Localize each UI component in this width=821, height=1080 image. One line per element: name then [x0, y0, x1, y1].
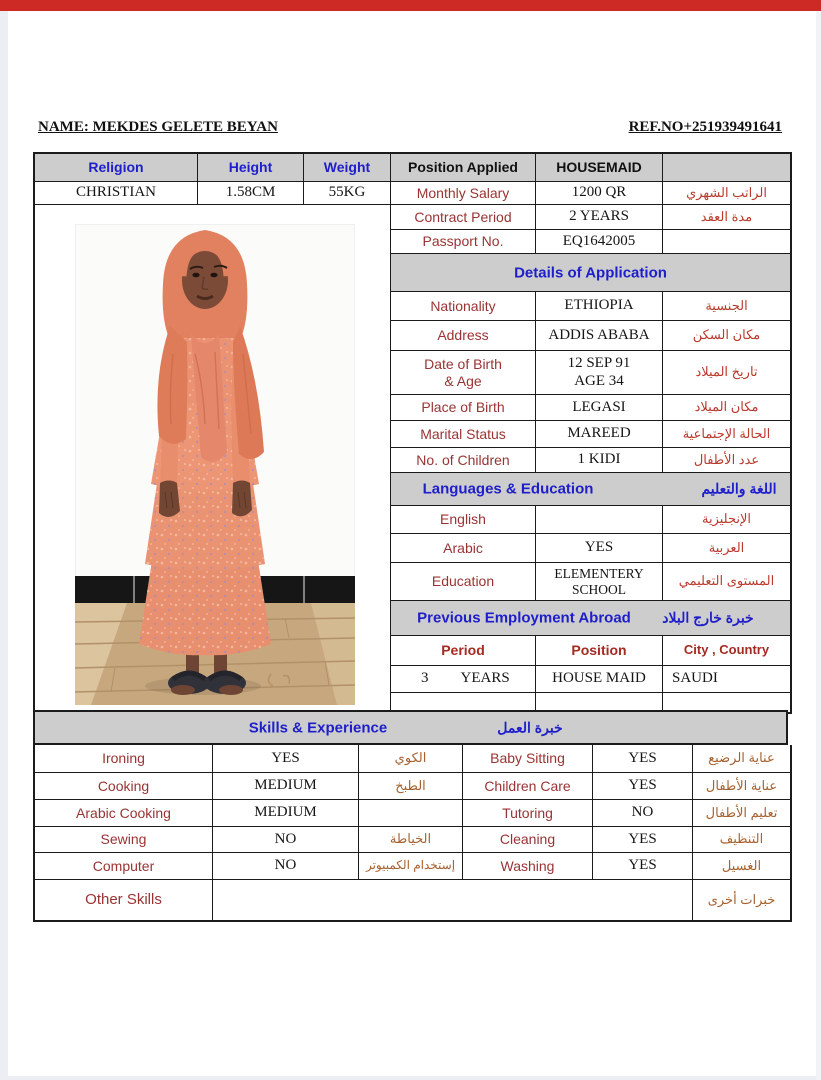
employment-city: SAUDI — [662, 666, 790, 692]
employment-empty-row — [391, 692, 790, 712]
table-header-row — [35, 154, 790, 181]
skill-label: Cleaning — [462, 827, 592, 852]
right-gutter — [816, 11, 821, 1080]
section-details-of-application — [391, 253, 790, 291]
employment-period — [391, 666, 535, 692]
skill-label: Cooking — [97, 777, 150, 794]
detail-row — [391, 420, 790, 447]
field-label: Nationality — [430, 297, 496, 314]
col-weight: Weight — [303, 154, 390, 181]
field-value-line1: 12 SEP 91 — [567, 355, 631, 372]
skill-value: YES — [212, 745, 358, 772]
detail-row — [391, 505, 790, 533]
employment-header-row — [391, 635, 790, 665]
other-skills-label: Other Skills — [85, 891, 162, 909]
title-line — [38, 119, 782, 136]
header-empty-cell — [662, 154, 790, 181]
skill-value: YES — [592, 853, 692, 879]
bottom-gutter — [8, 1076, 816, 1080]
religion-value: CHRISTIAN — [75, 184, 156, 201]
section-languages-education — [391, 472, 790, 505]
skill-arabic: الغسيل — [692, 853, 790, 879]
skill-row — [35, 799, 790, 826]
section-title: Previous Employment Abroad — [417, 609, 631, 627]
field-value: EQ1642005 — [535, 230, 662, 253]
field-value — [535, 563, 662, 600]
field-value-line2: AGE 34 — [574, 372, 624, 389]
field-label-line2: & Age — [444, 372, 482, 389]
field-label: Contract Period — [414, 208, 512, 225]
skill-arabic: الطبخ — [358, 773, 462, 799]
top-red-bar — [0, 0, 821, 11]
skill-value: MEDIUM — [212, 773, 358, 799]
col-position-applied: Position Applied — [390, 154, 535, 181]
skill-label: Tutoring — [462, 800, 592, 826]
section-skills-experience — [33, 710, 788, 745]
monthly-salary-label: Monthly Salary — [390, 182, 535, 204]
other-skills-value — [212, 880, 692, 920]
section-title-arabic: خبرة خارج البلاد — [662, 609, 754, 626]
field-arabic: المستوى التعليمي — [662, 563, 790, 600]
applicant-photo — [75, 224, 355, 705]
other-skills-row — [35, 879, 790, 920]
employment-position: HOUSE MAID — [535, 666, 662, 692]
field-arabic: مكان السكن — [662, 321, 790, 350]
period-number: 3 — [421, 670, 429, 687]
skill-value: YES — [592, 745, 692, 772]
photo-cell — [35, 205, 390, 712]
detail-row — [391, 447, 790, 472]
field-arabic: الجنسية — [662, 292, 790, 320]
detail-row — [391, 350, 790, 394]
detail-row — [391, 229, 790, 253]
skill-value: YES — [592, 827, 692, 852]
field-label-line1: Date of Birth — [424, 356, 502, 373]
field-value: YES — [535, 534, 662, 562]
field-label: Passport No. — [422, 233, 504, 250]
field-value: 1 KIDI — [535, 448, 662, 472]
skill-label: Washing — [462, 853, 592, 879]
field-value: 2 YEARS — [535, 205, 662, 229]
height-value: 1.58CM — [197, 182, 303, 204]
skill-arabic: عناية الأطفال — [692, 773, 790, 799]
field-label: Education — [431, 573, 495, 590]
left-gutter — [0, 11, 8, 1080]
detail-row — [391, 291, 790, 320]
field-arabic: تاريخ الميلاد — [662, 351, 790, 394]
skill-arabic: التنظيف — [692, 827, 790, 852]
field-value-line1: ELEMENTERY — [554, 565, 644, 581]
field-arabic: مدة العقد — [662, 205, 790, 229]
section-previous-employment — [391, 600, 790, 635]
skill-value: MEDIUM — [212, 800, 358, 826]
skill-value: YES — [592, 773, 692, 799]
detail-row — [391, 394, 790, 420]
field-label: Arabic — [443, 539, 483, 556]
detail-row — [391, 320, 790, 350]
field-label — [391, 351, 535, 394]
detail-row — [391, 533, 790, 562]
col-city-country: City , Country — [662, 636, 790, 665]
detail-row — [391, 205, 790, 229]
skill-arabic: الكوي — [358, 745, 462, 772]
monthly-salary-arabic: الراتب الشهري — [662, 182, 790, 204]
field-label: Address — [437, 327, 489, 344]
skill-label: Baby Sitting — [462, 745, 592, 772]
section-title-arabic: خبرة العمل — [497, 719, 563, 735]
field-value: LEGASI — [535, 395, 662, 420]
field-value — [535, 506, 662, 533]
skills-table — [33, 745, 792, 922]
col-height: Height — [197, 154, 303, 181]
skill-row — [35, 745, 790, 772]
col-period: Period — [441, 642, 485, 659]
application-table — [33, 152, 792, 714]
section-title: Skills & Experience — [248, 719, 388, 736]
field-arabic: الإنجليزية — [662, 506, 790, 533]
skill-arabic: إستخدام الكمبيوتر — [358, 853, 462, 879]
skill-arabic: الخياطة — [358, 827, 462, 852]
field-value — [535, 351, 662, 394]
section-title-arabic: اللغة والتعليم — [701, 480, 777, 497]
position-value: HOUSEMAID — [535, 154, 662, 181]
period-unit: YEARS — [460, 670, 510, 687]
field-label: Place of Birth — [421, 399, 505, 416]
field-label: English — [440, 511, 486, 528]
skill-arabic — [358, 800, 462, 826]
weight-value: 55KG — [303, 182, 390, 204]
field-arabic: الحالة الإجتماعية — [662, 421, 790, 447]
section-title: Languages & Education — [422, 480, 594, 498]
field-label: No. of Children — [416, 451, 510, 468]
skill-label: Arabic Cooking — [76, 804, 171, 821]
field-arabic: العربية — [662, 534, 790, 562]
skill-row — [35, 772, 790, 799]
table-body — [35, 204, 790, 712]
col-position: Position — [535, 636, 662, 665]
details-column — [390, 205, 790, 712]
col-religion: Religion — [88, 159, 144, 176]
skill-value: NO — [212, 827, 358, 852]
skill-value: NO — [592, 800, 692, 826]
employment-row — [391, 665, 790, 692]
field-value: ETHIOPIA — [535, 292, 662, 320]
monthly-salary-value: 1200 QR — [535, 182, 662, 204]
applicant-name: NAME: MEKDES GELETE BEYAN — [38, 119, 278, 135]
field-value: MAREED — [535, 421, 662, 447]
field-arabic: عدد الأطفال — [662, 448, 790, 472]
field-label: Marital Status — [420, 425, 506, 442]
skill-value: NO — [212, 853, 358, 879]
skill-arabic: تعليم الأطفال — [692, 800, 790, 826]
section-title: Details of Application — [514, 264, 667, 281]
skill-label: Sewing — [100, 831, 147, 848]
skill-label: Children Care — [462, 773, 592, 799]
skill-label: Ironing — [102, 750, 145, 767]
field-arabic — [662, 230, 790, 253]
field-value-line2: SCHOOL — [571, 581, 626, 597]
ref-number: REF.NO+251939491641 — [628, 119, 782, 135]
skill-label: Computer — [92, 857, 155, 874]
detail-row — [391, 562, 790, 600]
table-row — [35, 181, 790, 204]
other-skills-arabic: خبرات أخرى — [692, 880, 790, 920]
field-arabic: مكان الميلاد — [662, 395, 790, 420]
skill-row — [35, 852, 790, 879]
skill-arabic: عناية الرضيع — [692, 745, 790, 772]
skill-row — [35, 826, 790, 852]
field-value: ADDIS ABABA — [535, 321, 662, 350]
